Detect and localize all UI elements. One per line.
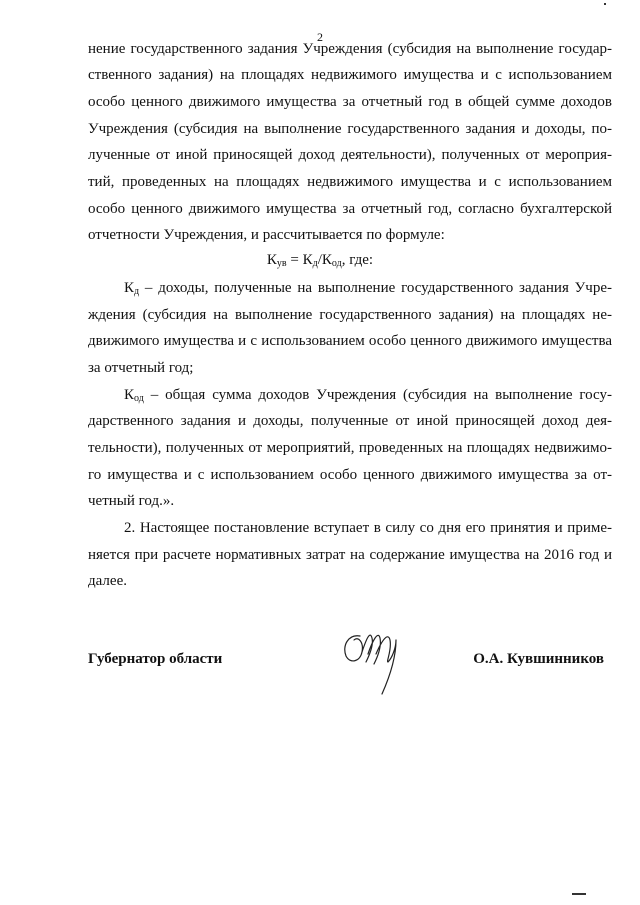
signatory-name: О.А. Кувшинников — [473, 651, 604, 667]
scan-artifact — [572, 893, 586, 895]
handwritten-signature — [338, 618, 410, 702]
definition-kod-line: дарственного задания и доходы, полученные от иной приносящей доход дея- — [88, 413, 612, 429]
paragraph1-line: нение государственного задания Учреждения (субсидия на выполнение государ- — [88, 41, 612, 57]
formula: $К_{ув} = К_д/К_{од}$, где: — [266, 252, 374, 269]
definition-kd-line: ждения (субсидия на выполнение государственного задания) на площадях не- — [88, 307, 612, 323]
paragraph2-line: няется при расчете нормативных затрат на содержание имущества на 2016 год и — [88, 547, 612, 563]
paragraph1-line: ственного задания) на площадях недвижимого имущества и с использованием — [88, 67, 612, 83]
paragraph2-line: 2. Настоящее постановление вступает в силу со дня его принятия и приме- — [124, 520, 612, 536]
paragraph1-line: Учреждения (субсидия на выполнение государственного задания и доходы, по- — [88, 121, 612, 137]
definition-kd-line: $К_д$ – доходы, полученные на выполнение государственного задания Учре- — [124, 280, 612, 297]
paragraph1-line: отчетности Учреждения, и рассчитывается по формуле: — [88, 227, 445, 243]
paragraph2-line: далее. — [88, 573, 127, 589]
page-number: 2 — [317, 30, 323, 44]
definition-kd-line: за отчетный год; — [88, 360, 194, 376]
definition-kod-line: $К_{од}$ – общая сумма доходов Учреждения (субсидия на выполнение госу- — [124, 387, 612, 404]
paragraph1-line: тий, проведенных на площадях недвижимого имущества и с использованием — [88, 174, 612, 190]
definition-kod-line: го имущества и с использованием особо ценного движимого имущества за от- — [88, 467, 612, 483]
paragraph1-line: особо ценного движимого имущества за отчетный год в общей сумме доходов — [88, 94, 612, 110]
signatory-position: Губернатор области — [88, 651, 223, 667]
scan-artifact — [604, 3, 606, 5]
definition-kd-line: движимого имущества и с использованием особо ценного движимого имущества — [88, 333, 612, 349]
definition-kod-line: тельности), полученных от мероприятий, проведенных на площадях недвижимо- — [88, 440, 612, 456]
paragraph1-line: лученные от иной приносящей доход деятельности), полученных от мероприя- — [88, 147, 612, 163]
definition-kod-line: четный год.». — [88, 493, 175, 509]
paragraph1-line: особо ценного движимого имущества за отчетный год, согласно бухгалтерской — [88, 201, 612, 217]
